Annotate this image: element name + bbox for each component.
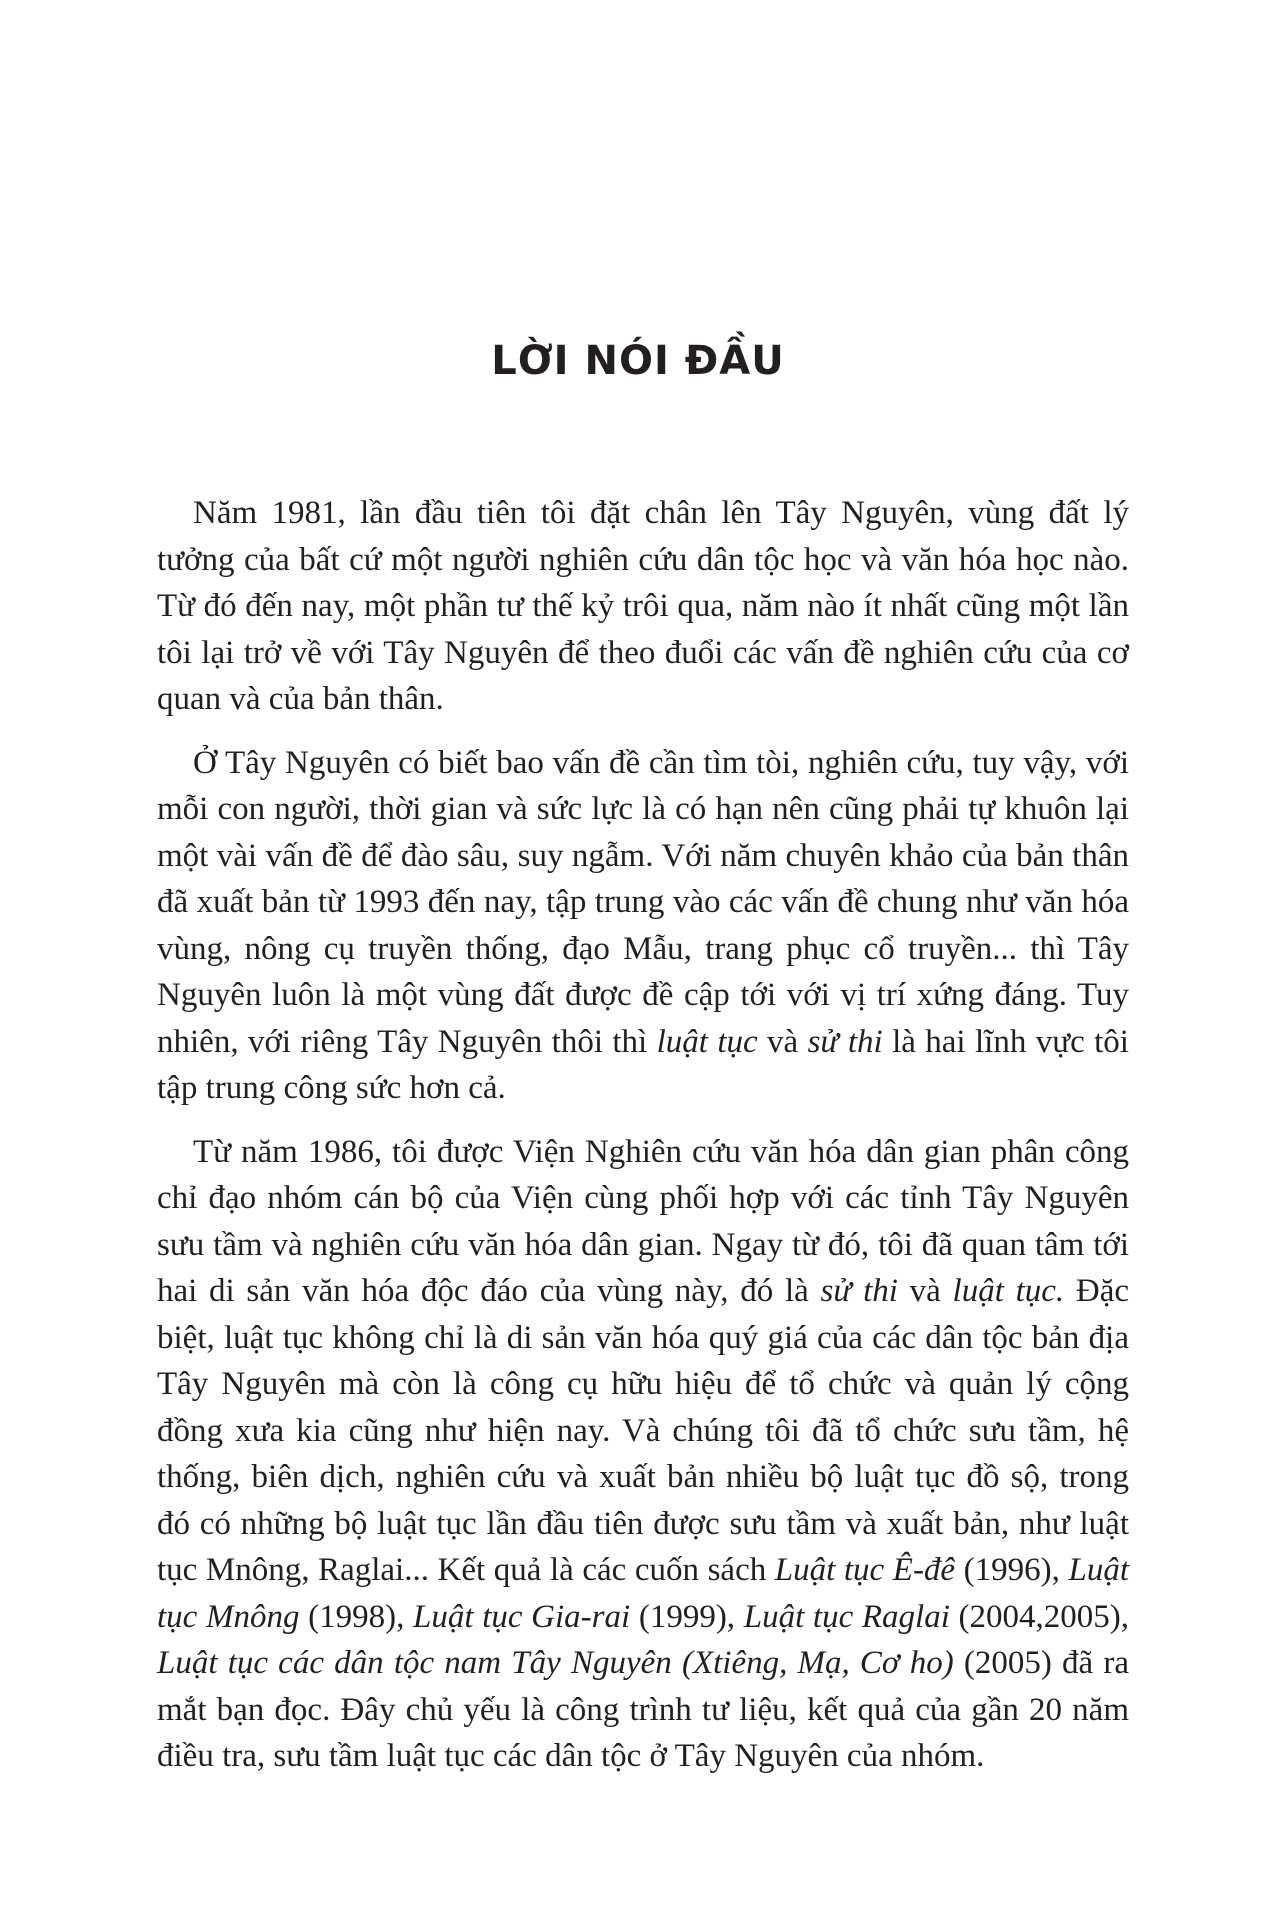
text-run: Đặc biệt, luật tục không chỉ là di sản văn hóa quý giá của các dân tộc bản địa Tây Nguyên mà còn là công cụ hữu hiệu để tổ chức và quản lý cộng đồng xưa kia cũng như hiện nay. Và chúng tôi đã tổ chức sưu tầm, hệ thống, biên dịch, nghiên cứu và xuất bản nhiều bộ luật tục đồ sộ, trong đó có những bộ luật tục lần đầu tiên được sưu tầm và xuất bản, như luật tục Mnông, Raglai... Kết quả là các cuốn sách [157, 1273, 1129, 1588]
italic-text: Luật tục các dân tộc nam Tây Nguyên (Xtiêng, Mạ, Cơ ho) [157, 1645, 954, 1681]
italic-text: sử thi [807, 1023, 883, 1060]
text-run: (1996), [955, 1552, 1069, 1588]
paragraph-2 [157, 740, 1129, 1112]
text-run: Từ năm 1986, tôi được Viện Nghiên cứu văn hóa dân gian phân công chỉ đạo nhóm cán bộ của Viện cùng phối hợp với các tỉnh Tây Nguyên sưu tầm và nghiên cứu văn hóa dân gian. Ngay từ đó, tôi đã quan tâm tới hai di sản văn hóa độc đáo của vùng này, đó là [157, 1133, 1129, 1309]
text-run: (1998), [299, 1598, 414, 1635]
text-run: (2005) đã ra mắt bạn đọc. Đây chủ yếu là công trình tư liệu, kết quả của gần 20 năm điều tra, sưu tầm luật tục các dân tộc ở Tây Nguyên của nhóm. [157, 1645, 1129, 1774]
text-run: (1999), [630, 1598, 744, 1635]
text-run: Ở Tây Nguyên có biết bao vấn đề cần tìm tòi, nghiên cứu, tuy vậy, với mỗi con người, thời gian và sức lực là có hạn nên cũng phải tự khuôn lại một vài vấn đề để đào sâu, suy ngẫm. Với năm chuyên khảo của bản thân đã xuất bản từ 1993 đến nay, tập trung vào các vấn đề chung như văn hóa vùng, nông cụ truyền thống, đạo Mẫu, trang phục cổ truyền... thì Tây Nguyên luôn là một vùng đất được đề cập tới với vị trí xứng đáng. Tuy nhiên, với riêng Tây Nguyên thôi thì [157, 744, 1129, 1060]
italic-text: Luật tục Mnông [157, 1552, 1129, 1635]
italic-text: luật tục. [952, 1273, 1065, 1309]
paragraph-1 [157, 490, 1129, 723]
body-text [157, 490, 1129, 1797]
italic-text: luật tục [656, 1023, 758, 1060]
text-run: và [897, 1273, 953, 1309]
italic-text: Luật tục Raglai [743, 1598, 950, 1635]
text-run: (2004,2005), [949, 1598, 1130, 1635]
page-title: LỜI NÓI ĐẦU [491, 338, 785, 384]
italic-text: Luật tục Ê-đê [774, 1552, 956, 1588]
italic-text: sử thi [820, 1273, 898, 1309]
paragraph-3 [157, 1129, 1129, 1780]
text-run: và [757, 1023, 808, 1060]
text-run: Năm 1981, lần đầu tiên tôi đặt chân lên Tây Nguyên, vùng đất lý tưởng của bất cứ một người nghiên cứu dân tộc học và văn hóa học nào. Từ đó đến nay, một phần tư thế kỷ trôi qua, năm nào ít nhất cũng một lần tôi lại trở về với Tây Nguyên để theo đuổi các vấn đề nghiên cứu của cơ quan và của bản thân. [157, 495, 1129, 717]
text-run: là hai lĩnh vực tôi tập trung công sức hơn cả. [157, 1023, 1129, 1106]
italic-text: Luật tục Gia-rai [413, 1598, 631, 1635]
